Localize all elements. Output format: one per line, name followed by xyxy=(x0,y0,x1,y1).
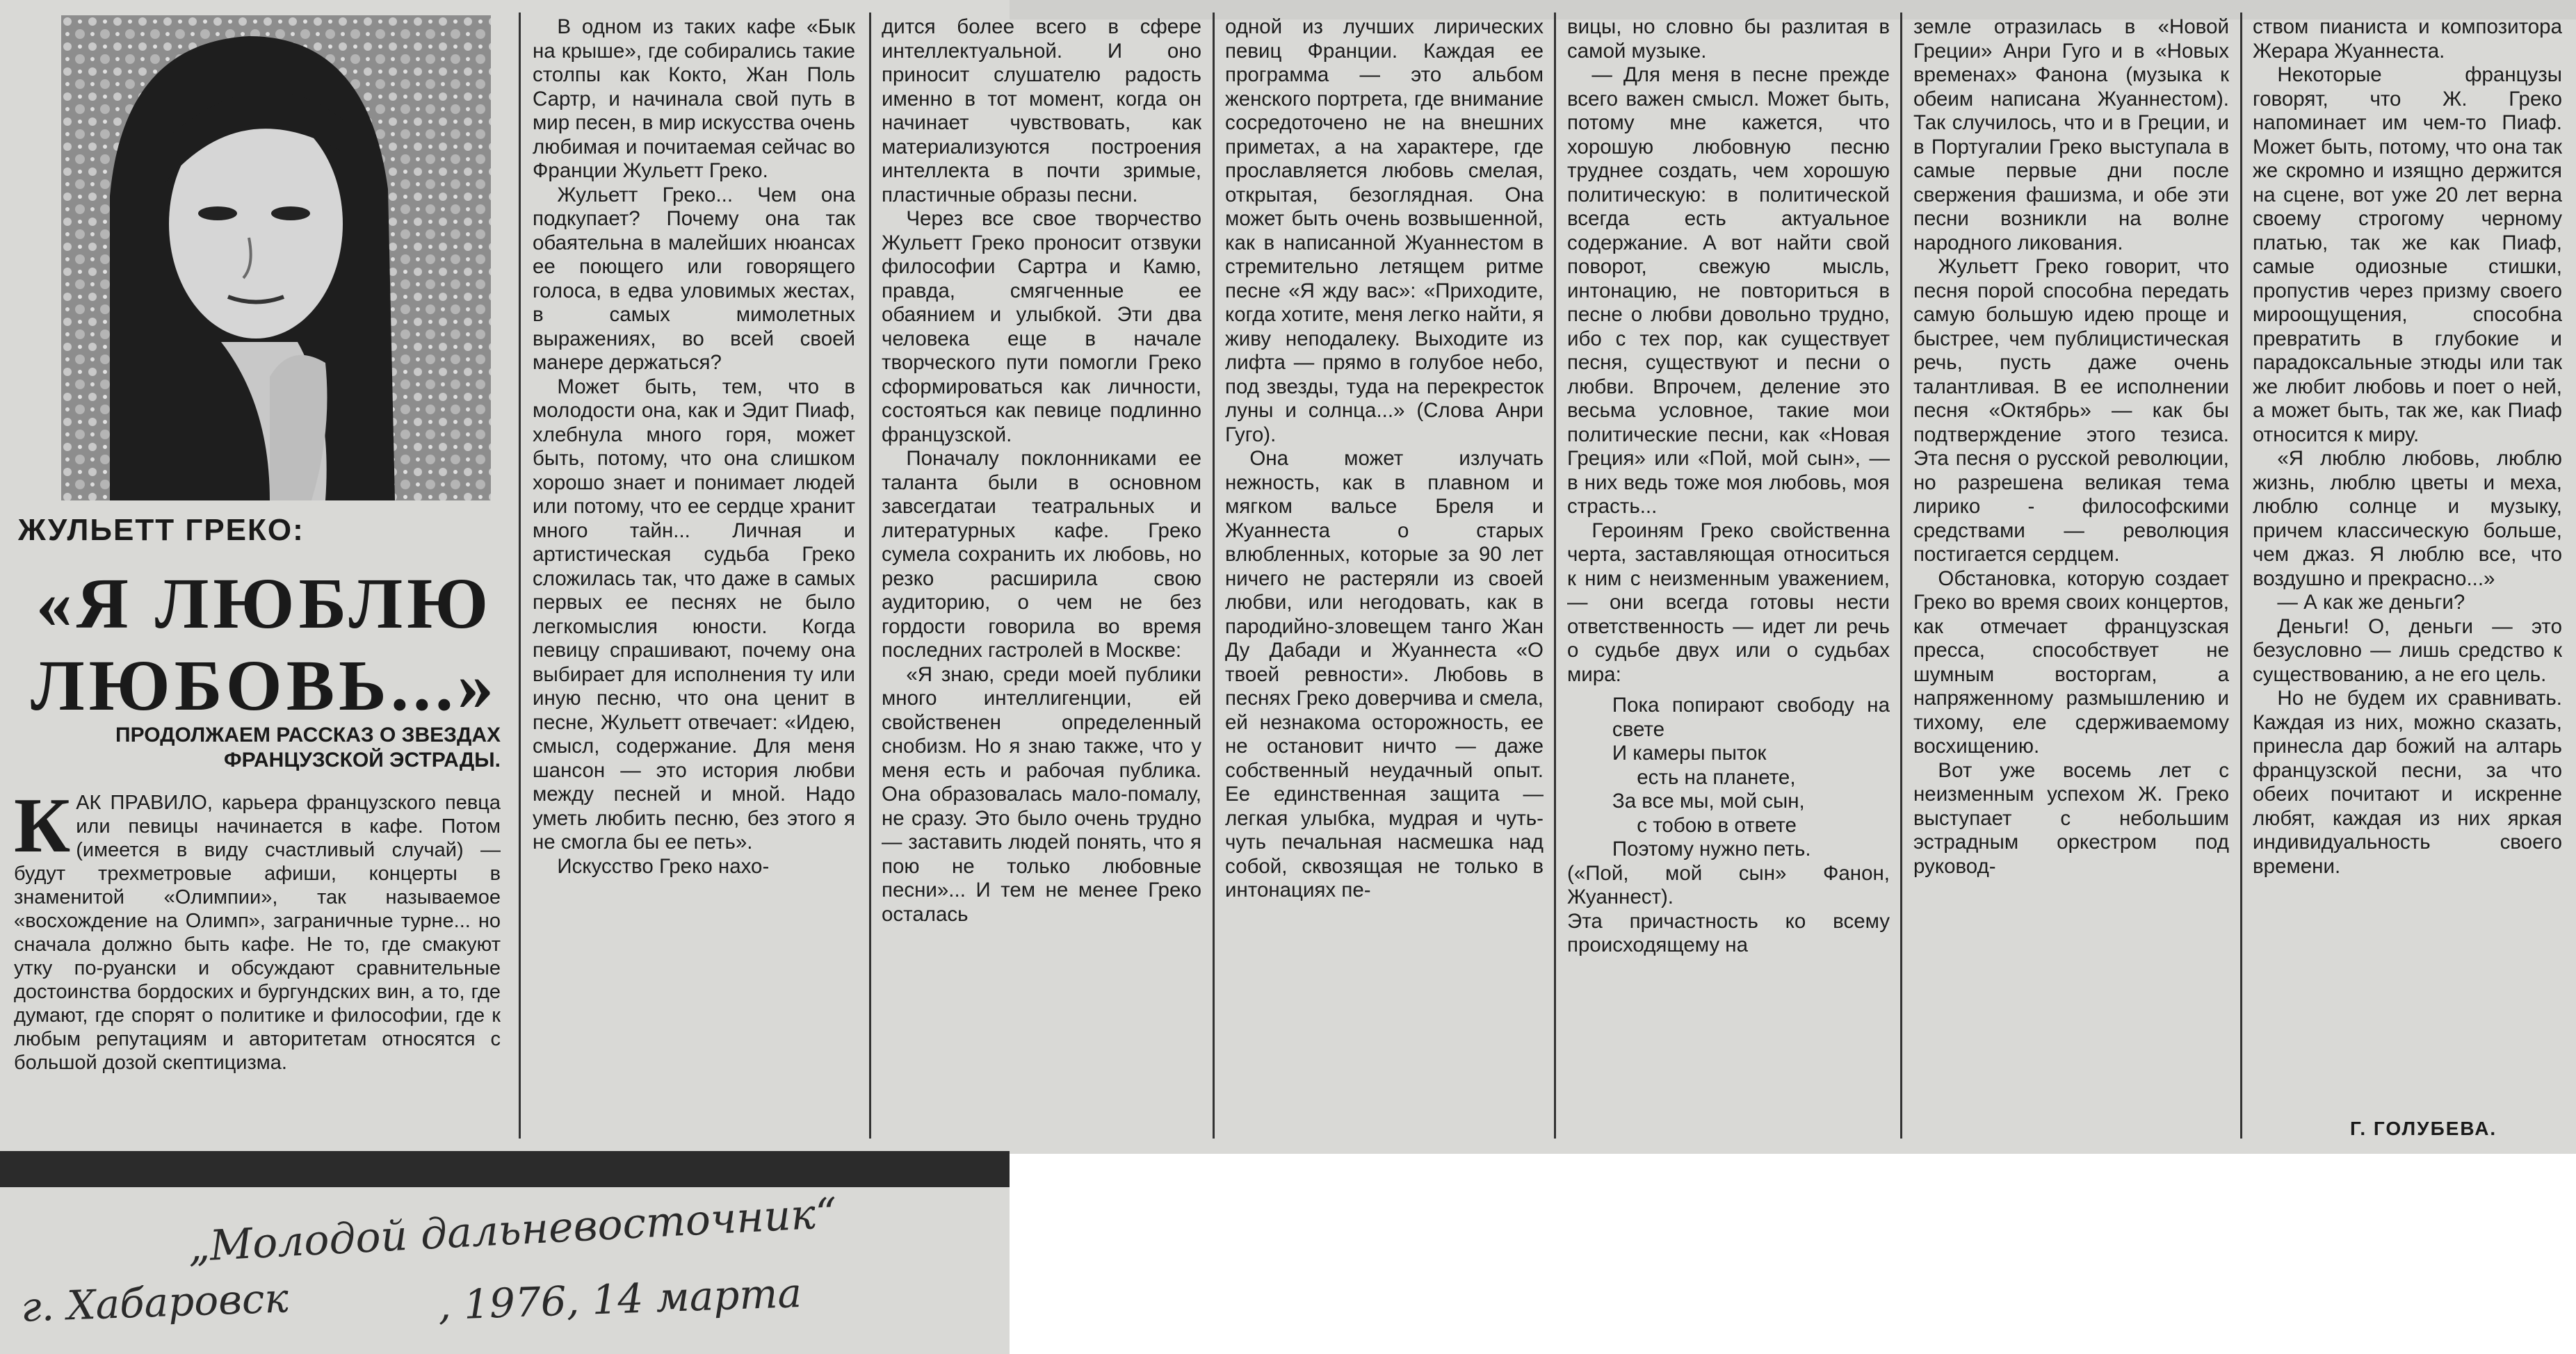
column-rule xyxy=(869,13,871,1139)
paragraph: Она может излучать нежность, как в плавном и мягком вальсе Бреля и Жуаннеста о старых влюбленных, которые за 90 лет ничего не растеряли из своей любви, или негодовать, как в пародийно-зловещем танго Жан Ду Дабади и Жуаннеста «О твоей ревности». Любовь в песнях Греко доверчива и смела, ей незнакома осторожность, ее не остановит ничто — даже собственный неудачный опыт. Ее единственная защита — легкая улыбка, мудрая и чуть-чуть печальная насмешка над собой, сквозящая не только в интонациях пе- xyxy=(1225,447,1544,902)
paragraph: земле отразилась в «Новой Греции» Анри Гуго и в «Новых временах» Фанона (музыка к обеим написана Жуаннестом). Так случилось, что и в Греции, и в Португалии Греко выступала в самые первые дни после свержения фашизма, и обе эти песни возникли на волне народного ликования. xyxy=(1913,15,2229,254)
paragraph: Некоторые французы говорят, что Ж. Греко напоминает им чем-то Пиаф. Может быть, потому, что она так же скромно и изящно держится на сцене, вот уже 20 лет верна своему строгому черному платью, так же как Пиаф, самые одиозные стишки, пропустив через призму своего мироощущения, способна превратить в глубокие и парадоксальные этюды или так же любит любовь и поет о ней, а может быть, так же, как Пиаф относится к миру. xyxy=(2253,63,2562,446)
paragraph: В одном из таких кафе «Бык на крыше», где собирались такие столпы как Кокто, Жан Поль Сартр, и начинала свой путь в мир песен, в мир искусства очень любимая и почитаемая сейчас во Франции Жульетт Греко. xyxy=(533,15,855,182)
paragraph: Может быть, тем, что в молодости она, как и Эдит Пиаф, хлебнула много горя, может быть, потому, что она слишком хорошо знает и понимает людей или потому, что ее сердце хранит много тайн... Личная и артистическая судьба Греко сложилась так, что даже в самых первых ее песнях не было легкомыслия юности. Когда певицу спрашивают, почему она выбирает для исполнения ту или иную песню, что она ценит в песне, Жульетт отвечает: «Идею, смысл, содержание. Для меня шансон — это история любви между песней и мной. Надо уметь любить песню, без этого я не смогла бы ее петь». xyxy=(533,375,855,854)
paragraph: Деньги! О, деньги — это безусловно — лишь средство к существованию, а не его цель. xyxy=(2253,614,2562,686)
portrait-illustration xyxy=(61,15,491,500)
lead-text: АК ПРАВИЛО, карьера французского певца или певицы начинается в кафе. Потом (имеется в виду счастливый случай) — будут трехметровые афиши, концерты в знаменитой «Олимпии», так называемое «восхождение на Олимп», заграничные турне... но сначала должно быть кафе. Не то, где смакуют утку по-руански и обсуждают сравнительные достоинства бордоских и бургундских вин, а то, где думают, где спорят о политике и философии, где к любым репутациям и авторитетам относятся с большой дозой скептицизма. xyxy=(14,792,501,1074)
paragraph: Жульетт Греко говорит, что песня порой способна передать самую большую идею проще и быстрее, чем публицистическая речь, пусть даже очень талантливая. В ее исполнении песня «Октябрь» — как бы подтверждение этого тезиса. Эта песня о русской революции, но разрешена великая тема лирико - философскими средствами — революция постигается сердцем. xyxy=(1913,255,2229,566)
paragraph: Эта причастность ко всему происходящему на xyxy=(1567,909,1890,956)
paragraph: — А как же деньги? xyxy=(2277,591,2465,614)
paragraph: «Я знаю, среди моей публики много интеллигенции, ей свойственен определенный снобизм. Но я знаю также, что у меня есть и рабочая публика. Она образовалась мало-помалу, не сразу. Это было очень трудно — заставить людей понять, что я пою не только любовные песни»... И тем не менее Греко осталась xyxy=(882,662,1201,926)
paragraph: Поначалу поклонниками ее таланта были в основном завсегдатаи театральных и литературных кафе. Греко сумела сохранить их любовь, но резко расширила свою аудиторию, о чем не без гордости говорила во время последних гастролей в Москве: xyxy=(882,447,1201,662)
paragraph: Героиням Греко свойственна черта, заставляющая относиться к ним с неизменным уважением, — они всегда готовы нести ответственность — идет ли речь о судьбе двух или о судьбах мира: xyxy=(1567,519,1890,686)
paragraph: ством пианиста и композитора Жерара Жуаннеста. xyxy=(2253,15,2562,63)
portrait-photo xyxy=(61,15,491,500)
verse-line: с тобою в ответе xyxy=(1637,813,1797,837)
text-column-4 xyxy=(1567,15,1890,1141)
handwritten-city: г. Хабаровск xyxy=(19,1274,290,1331)
paragraph: — Для меня в песне прежде всего важен смысл. Может быть, потому мне кажется, что хорошую любовную песню труднее создать, чем хорошую политическую: в политической всегда есть актуальное содержание. А вот найти свой поворот, свежую мысль, интонацию, не повториться в песне о любви довольно трудно, ибо с тех пор, как существует песня, существуют и песни о любви. Впрочем, деление это весьма условное, такие мои политические песни, как «Новая Греция» или «Пой, мой сын», — в них ведь тоже моя любовь, моя страсть... xyxy=(1567,63,1890,518)
article-kicker: ЖУЛЬЕТТ ГРЕКО: xyxy=(18,513,305,547)
paragraph: Вот уже восемь лет с неизменным успехом Ж. Греко выступает с небольшим эстрадным оркестром под руковод- xyxy=(1913,758,2229,878)
paragraph: Но не будем их сравнивать. Каждая из них, можно сказать, принесла дар божий на алтарь французской песни, за что обеих почитают и искренне любят, каждая из них яркая индивидуальность своего времени. xyxy=(2253,687,2562,878)
text-column-5 xyxy=(1913,15,2229,1141)
text-column-3 xyxy=(1225,15,1544,1141)
paragraph: Через все свое творчество Жульетт Греко проносит отзвуки философии Сартра и Камю, правда, смягченные ее обаянием и улыбкой. Эти два человека еще в начале творческого пути помогли Греко сформироваться как личности, состояться как певице подлинно французской. xyxy=(882,207,1201,446)
verse-line: И камеры пыток xyxy=(1612,742,1767,765)
author-signature: Г. ГОЛУБЕВА. xyxy=(2350,1118,2497,1139)
verse-line: Пока попирают свободу на свете xyxy=(1612,694,1890,741)
column-rule xyxy=(1900,13,1902,1139)
verse-line: За все мы, мой сын, xyxy=(1612,790,1805,813)
paragraph: Искусство Греко нахо- xyxy=(557,854,770,878)
article-subhead: ПРОДОЛЖАЕМ РАССКАЗ О ЗВЕЗДАХ ФРАНЦУЗСКОЙ ЭСТРАДЫ. xyxy=(115,724,501,772)
drop-cap: К xyxy=(14,783,71,869)
paragraph: вицы, но словно бы разлитая в самой музыке. xyxy=(1567,15,1890,63)
paragraph: Жульетт Греко... Чем она подкупает? Почему она так обаятельна в малейших нюансах ее поющего или говорящего голоса, в едва уловимых жестах, в самых мимолетных выражениях, во всей своей манере держаться? xyxy=(533,183,855,374)
column-rule xyxy=(519,13,521,1139)
article-headline xyxy=(28,563,501,727)
column-rule xyxy=(1554,13,1556,1139)
text-column-2 xyxy=(882,15,1201,1141)
handwritten-newspaper-name: „Молодой дальневосточник“ xyxy=(186,1189,839,1272)
paragraph: одной из лучших лирических певиц Франции. Каждая ее программа — это альбом женского портрета, где внимание сосредоточено не на внешних приметах, а на характере, где прославляется любовь смелая, открытая, безоглядная. Она может быть очень возвышенной, как в написанной Жуаннестом в стремительно летящем ритме песне «Я жду вас»: «Приходите, когда хотите, меня легко найти, я живу неподалеку. Выходите из лифта — прямо в голубое небо, под звезды, туда на перекресток луны и солнца...» (Слова Анри Гуго). xyxy=(1225,15,1544,446)
paragraph: дится более всего в сфере интеллектуальной. И оно приносит слушателю радость именно в тот момент, когда он начинает чувствовать, как материализуются построения интеллекта в почти зримые, пластичные образы песни. xyxy=(882,15,1201,206)
bottom-bar xyxy=(0,1151,1010,1187)
headline-line-2: ЛЮБОВЬ...» xyxy=(31,646,498,726)
column-rule xyxy=(2240,13,2242,1139)
text-column-6 xyxy=(2253,15,2562,1107)
handwritten-date: , 1976, 14 марта xyxy=(437,1269,802,1330)
column-rule xyxy=(1213,13,1215,1139)
verse-line: Поэтому нужно петь. xyxy=(1612,838,1811,860)
paragraph: Обстановка, которую создает Греко во время своих концертов, как отмечает французская пресса, способствует не шумным восторгам, а напряженному размышлению и тихому, еле сдерживаемому восхищению. xyxy=(1913,566,2229,758)
paragraph: «Я люблю любовь, люблю жизнь, люблю цветы и меха, люблю солнце и музыку, причем классическую больше, чем джаз. Я люблю все, что воздушно и прекрасно...» xyxy=(2253,447,2562,590)
verse-line: есть на планете, xyxy=(1637,765,1796,789)
paragraph: («Пой, мой сын» Фанон, Жуаннест). xyxy=(1567,861,1890,908)
text-column-1 xyxy=(533,15,855,1141)
headline-line-1: «Я ЛЮБЛЮ xyxy=(35,564,493,644)
lead-paragraph xyxy=(14,783,501,1075)
